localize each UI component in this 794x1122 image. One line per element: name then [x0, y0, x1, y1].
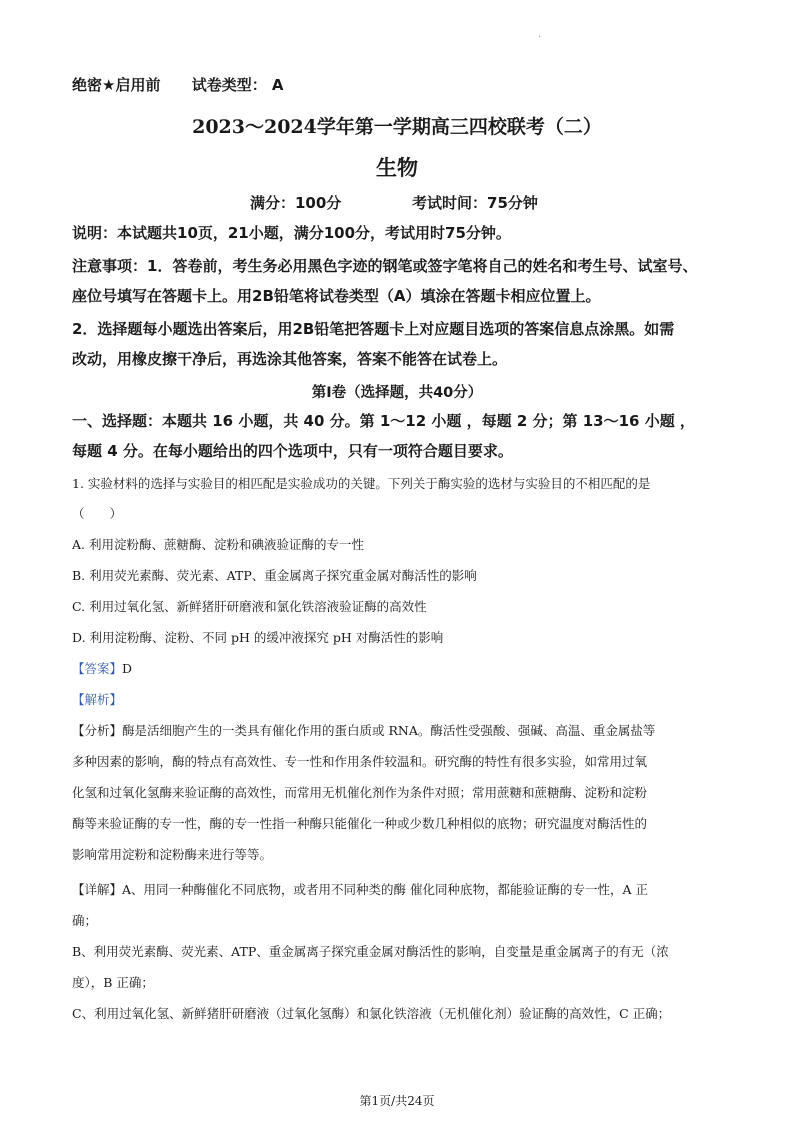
answer-line — [72, 659, 732, 679]
subject-title: 生物 — [376, 155, 418, 180]
attention-line-1a: 注意事项：1．答卷前，考生务必用黑色字迹的钢笔或签字笔将自己的姓名和考生号、试室号、 — [72, 257, 698, 275]
corner-mark: · — [538, 32, 542, 43]
detail-line: B、利用荧光素酶、荧光素、ATP、重金属离子探究重金属对酶活性的影响，自变量是重金属离子的有无（浓 — [72, 944, 669, 959]
detail-line: 确； — [72, 913, 98, 928]
section-instruction-b: 每题 4 分。在每小题给出的四个选项中，只有一项符合题目要求。 — [72, 442, 513, 460]
option-a: A. 利用淀粉酶、蔗糖酶、淀粉和碘液验证酶的专一性 — [72, 537, 364, 552]
analysis-line: 多种因素的影响，酶的特点有高效性、专一性和作用条件较温和。研究酶的特性有很多实验，如常用过氧 — [72, 754, 648, 769]
attention-line-2a: 2．选择题每小题选出答案后，用2B铅笔把答题卡上对应题目选项的答案信息点涂黑。如需 — [72, 320, 675, 338]
attention-line-1b: 座位号填写在答题卡上。用2B铅笔将试卷类型（A）填涂在答题卡相应位置上。 — [72, 287, 601, 305]
detail-line: 【详解】A、用同一种酶催化不同底物，或者用不同种类的酶 催化同种底物，都能验证酶的专一性，A 正 — [72, 882, 649, 897]
option-c: C. 利用过氧化氢、新鲜猪肝研磨液和氯化铁溶液验证酶的高效性 — [72, 599, 427, 614]
full-score: 满分：100分 — [250, 194, 342, 212]
question-blank: （ ） — [72, 506, 123, 521]
detail-line: 度），B 正确； — [72, 975, 154, 990]
paper-type: 试卷类型： A — [191, 76, 284, 94]
confidential-header — [72, 74, 284, 95]
exam-title: 2023～2024学年第一学期高三四校联考（二） — [192, 116, 602, 138]
analysis-line: 【分析】酶是活细胞产生的一类具有催化作用的蛋白质或 RNA。酶活性受强酸、强碱、高温、重金属盐等 — [72, 723, 656, 738]
option-b: B. 利用荧光素酶、荧光素、ATP、重金属离子探究重金属对酶活性的影响 — [72, 568, 477, 583]
option-d: D. 利用淀粉酶、淀粉、不同 pH 的缓冲液探究 pH 对酶活性的影响 — [72, 630, 444, 645]
section-instruction-a: 一、选择题：本题共 16 小题，共 40 分。第 1～12 小题 ，每题 2 分；第 13～16 小题 ， — [72, 412, 695, 430]
page-number: 第1页/共24页 — [359, 1094, 435, 1108]
section-title: 第I卷（选择题，共40分） — [311, 385, 483, 401]
analysis-label: 【解析】 — [72, 692, 123, 707]
answer-label: 【答案】 — [72, 661, 123, 676]
confidential-label: 绝密★启用前 — [72, 76, 161, 94]
exam-time: 考试时间：75分钟 — [412, 194, 538, 212]
question-stem: 1. 实验材料的选择与实验目的相匹配是实验成功的关键。下列关于酶实验的选材与实验目的不相匹配的是 — [72, 476, 651, 491]
analysis-line: 酶等来验证酶的专一性，酶的专一性指一种酶只能催化一种或少数几种相似的底物；研究温度对酶活性的 — [72, 816, 648, 831]
explanation-line: 说明：本试题共10页，21小题，满分100分，考试用时75分钟。 — [72, 224, 511, 242]
analysis-line: 化氢和过氧化氢酶来验证酶的高效性，而常用无机催化剂作为条件对照；常用蔗糖和蔗糖酶、淀粉和淀粉 — [72, 785, 648, 800]
analysis-line: 影响常用淀粉和淀粉酶来进行等等。 — [72, 847, 273, 862]
attention-line-2b: 改动，用橡皮擦干净后，再选涂其他答案，答案不能答在试卷上。 — [72, 350, 508, 368]
answer-value: D — [122, 661, 133, 676]
detail-line: C、利用过氧化氢、新鲜猪肝研磨液（过氧化氢酶）和氯化铁溶液（无机催化剂）验证酶的高效性，C 正确； — [72, 1006, 671, 1021]
